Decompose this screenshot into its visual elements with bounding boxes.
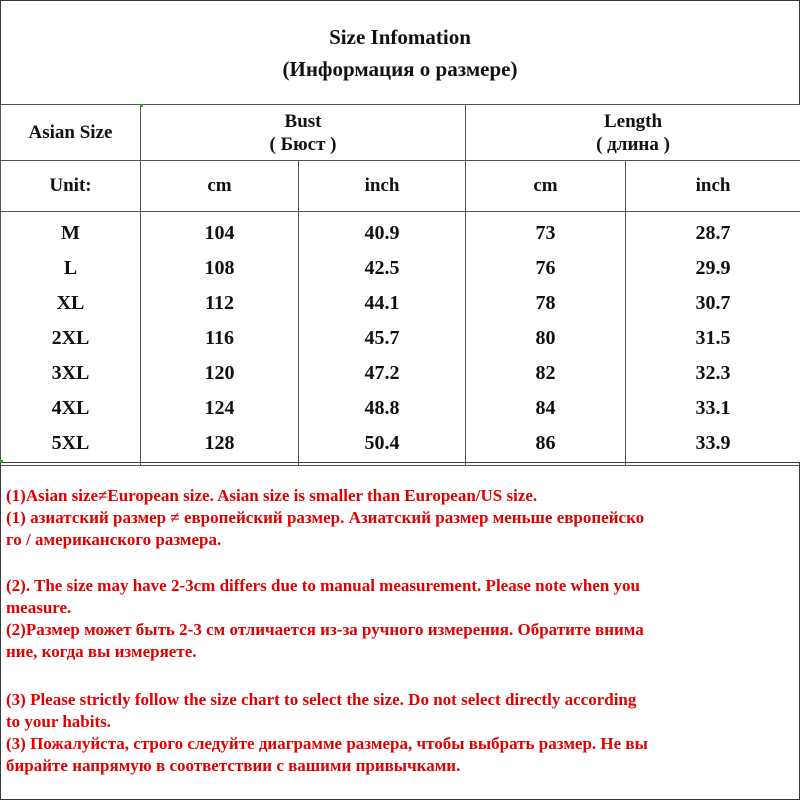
bust-header-russian: ( Бюст ) [269, 133, 337, 155]
note-1-english: (1)Asian size≠European size. Asian size is smaller than European/US size. [6, 486, 538, 505]
length-cm-cell: 86 [466, 426, 626, 466]
unit-row [1, 161, 800, 212]
length-cm-cell: 84 [466, 391, 626, 426]
table-row [1, 286, 800, 321]
note-2 [6, 575, 791, 663]
note-3 [6, 689, 791, 777]
length-inch-cell: 28.7 [626, 212, 800, 252]
bust-cm-cell: 104 [141, 212, 299, 252]
table-header-row [1, 105, 800, 161]
length-header-russian: ( длина ) [596, 133, 670, 155]
asian-size-header: Asian Size [1, 105, 141, 161]
bust-inch-cell: 42.5 [299, 251, 466, 286]
corner-marker [0, 460, 3, 463]
bust-cm-cell: 112 [141, 286, 299, 321]
table-row [1, 356, 800, 391]
table-row [1, 391, 800, 426]
length-inch-cell: 32.3 [626, 356, 800, 391]
unit-length-inch: inch [626, 161, 800, 212]
length-header-english: Length [603, 110, 663, 132]
length-cm-cell: 82 [466, 356, 626, 391]
note-2-english: (2). The size may have 2-3cm differs due to manual measurement. Please note when you measure. [6, 576, 640, 617]
bust-header [141, 105, 466, 161]
length-inch-cell: 31.5 [626, 321, 800, 356]
bust-inch-cell: 40.9 [299, 212, 466, 252]
bust-cm-cell: 108 [141, 251, 299, 286]
bust-inch-cell: 50.4 [299, 426, 466, 466]
bust-cm-cell: 128 [141, 426, 299, 466]
length-inch-cell: 29.9 [626, 251, 800, 286]
length-header [466, 105, 800, 161]
title-line-russian: (Информация о размере) [282, 56, 518, 81]
notes-box [0, 462, 800, 800]
unit-bust-inch: inch [299, 161, 466, 212]
bust-inch-cell: 44.1 [299, 286, 466, 321]
note-3-russian: (3) Пожалуйста, строго следуйте диаграмме размера, чтобы выбрать размер. Не вы бирайте напрямую в соответствии с вашими привычками. [6, 734, 648, 775]
note-1-russian: (1) азиатский размер ≠ европейский размер. Азиатский размер меньше европейско го / американского размера. [6, 508, 645, 549]
note-2-russian: (2)Размер может быть 2-3 см отличается из-за ручного измерения. Обратите внима ние, когда вы измеряете. [6, 620, 644, 661]
length-inch-cell: 33.9 [626, 426, 800, 466]
bust-inch-cell: 45.7 [299, 321, 466, 356]
unit-length-cm: cm [466, 161, 626, 212]
table-row [1, 321, 800, 356]
length-cm-cell: 78 [466, 286, 626, 321]
size-cell: 4XL [1, 391, 141, 426]
size-cell: 2XL [1, 321, 141, 356]
bust-inch-cell: 48.8 [299, 391, 466, 426]
title-box [0, 0, 800, 105]
bust-cm-cell: 120 [141, 356, 299, 391]
bust-inch-cell: 47.2 [299, 356, 466, 391]
length-cm-cell: 76 [466, 251, 626, 286]
table-row [1, 251, 800, 286]
unit-label: Unit: [1, 161, 141, 212]
size-cell: M [1, 212, 141, 252]
bust-header-english: Bust [284, 110, 322, 132]
corner-marker [140, 104, 143, 107]
length-cm-cell: 80 [466, 321, 626, 356]
table-row [1, 426, 800, 466]
bust-cm-cell: 116 [141, 321, 299, 356]
bust-cm-cell: 124 [141, 391, 299, 426]
length-inch-cell: 30.7 [626, 286, 800, 321]
note-1 [6, 485, 791, 551]
size-table [0, 104, 800, 466]
length-inch-cell: 33.1 [626, 391, 800, 426]
table-row [1, 212, 800, 252]
size-cell: XL [1, 286, 141, 321]
length-cm-cell: 73 [466, 212, 626, 252]
size-cell: 5XL [1, 426, 141, 466]
note-3-english: (3) Please strictly follow the size chart to select the size. Do not select directly according to your habits. [6, 690, 637, 731]
size-cell: L [1, 251, 141, 286]
size-cell: 3XL [1, 356, 141, 391]
title-line-english: Size Infomation [329, 24, 471, 49]
unit-bust-cm: cm [141, 161, 299, 212]
